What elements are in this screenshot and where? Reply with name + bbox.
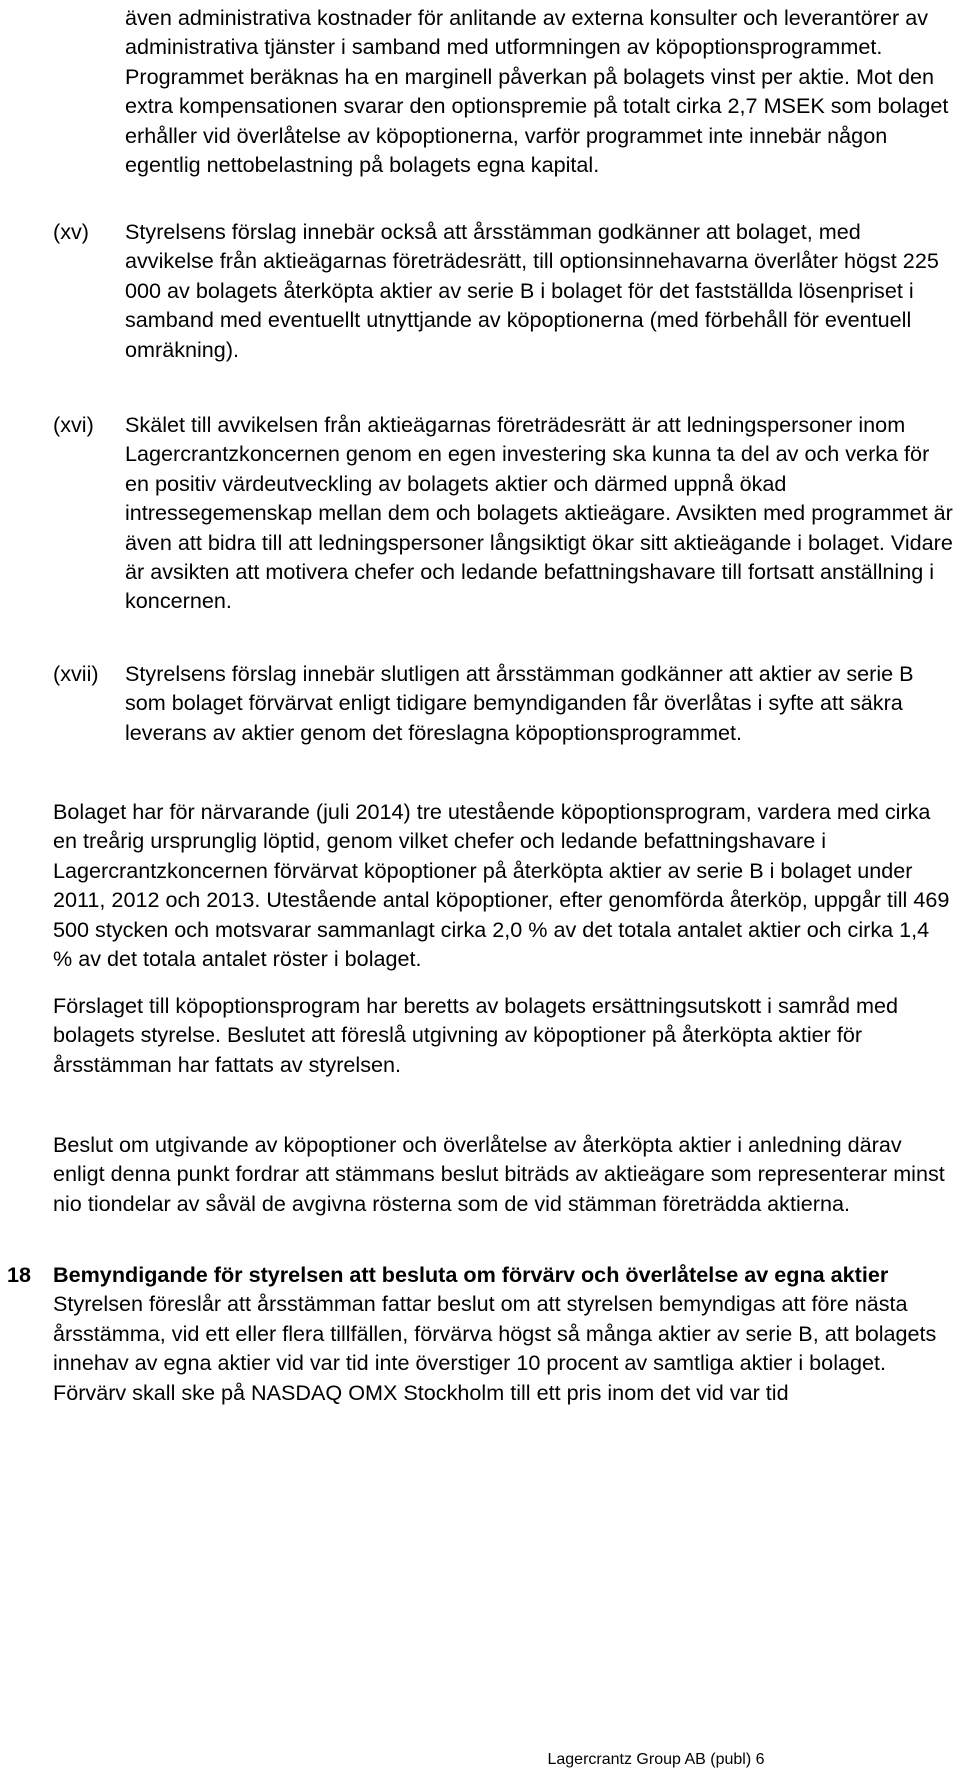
list-number: (xvii) [53, 661, 99, 686]
paragraph-current-programs: Bolaget har för närvarande (juli 2014) tre utestående köpoptionsprogram, vardera med cirka en treårig ursprunglig löptid, genom vilket chefer och ledande befattningshavare i Lagercrantzkoncernen förvärvat köpoptioner på återköpta aktier av serie B i bolaget under 2011, 2012 och 2013. Utestående antal köpoptioner, efter genomförda återköp, uppgår till 469 500 stycken och motsvarar sammanlagt cirka 2,0 % av det totala antalet aktier och cirka 1,4 % av det totala antalet röster i bolaget. [53, 799, 950, 972]
section-body: Styrelsen föreslår att årsstämman fattar beslut om att styrelsen bemyndigas att före nästa årsstämma, vid ett eller flera tillfällen, förvärva högst så många aktier av serie B, att bolagets innehav av egna aktier vid var tid inte överstiger 10 procent av samtliga aktier i bolaget. Förvärv skall ske på NASDAQ OMX Stockholm till ett pris inom det vid var tid [53, 1291, 937, 1405]
list-text: Styrelsens förslag innebär slutligen att årsstämman godkänner att aktier av serie B som bolaget förvärvat enligt tidigare bemyndiganden får överlåtas i syfte att säkra leverans av aktier genom det föreslagna köpoptionsprogrammet. [125, 661, 914, 745]
page-footer: Lagercrantz Group AB (publ) 6 [547, 1751, 765, 1768]
list-number: (xvi) [53, 412, 94, 437]
section-number: 18 [7, 1262, 32, 1287]
continuation-paragraph: även administrativa kostnader för anlitande av externa konsulter och leverantörer av administrativa tjänster i samband med utformningen av köpoptionsprogrammet. Programmet beräknas ha en marginell påverkan på bolagets vinst per aktie. Mot den extra kompensationen svarar den optionspremie på totalt cirka 2,7 MSEK som bolaget erhåller vid överlåtelse av köpoptionerna, varför programmet inte innebär någon egentlig nettobelastning på bolagets egna kapital. [125, 5, 949, 178]
list-text: Styrelsens förslag innebär också att årsstämman godkänner att bolaget, med avvikelse från aktieägarnas företrädesrätt, till optionsinnehavarna överlåter högst 225 000 av bolagets återköpta aktier av serie B i bolaget för det fastställda lösenpriset i samband med eventuellt utnyttjande av köpoptionerna (med förbehåll för eventuell omräkning). [125, 219, 939, 362]
list-text: Skälet till avvikelsen från aktieägarnas företrädesrätt är att ledningspersoner inom Lagercrantzkoncernen genom en egen investering ska kunna ta del av och verka för en positiv värdeutveckling av bolagets aktier och därmed uppnå ökad intressegemenskap mellan dem och bolagets aktieägare. Avsikten med programmet är även att bidra till att ledningspersoner långsiktigt ökar sitt aktieägande i bolaget. Vidare är avsikten att motivera chefer och ledande befattningshavare till fortsatt anställning i koncernen. [125, 412, 953, 614]
paragraph-preparation: Förslaget till köpoptionsprogram har beretts av bolagets ersättningsutskott i samråd med bolagets styrelse. Beslutet att föreslå utgivning av köpoptioner på återköpta aktier för årsstämman har fattats av styrelsen. [53, 993, 898, 1077]
list-number: (xv) [53, 219, 89, 244]
section-heading: Bemyndigande för styrelsen att besluta om förvärv och överlåtelse av egna aktier [53, 1262, 889, 1287]
paragraph-majority-requirement: Beslut om utgivande av köpoptioner och överlåtelse av återköpta aktier i anledning därav enligt denna punkt fordrar att stämmans beslut biträds av aktieägare som representerar minst nio tiondelar av såväl de avgivna rösterna som de vid stämman företrädda aktierna. [53, 1132, 945, 1216]
section-18 [53, 1260, 953, 1407]
